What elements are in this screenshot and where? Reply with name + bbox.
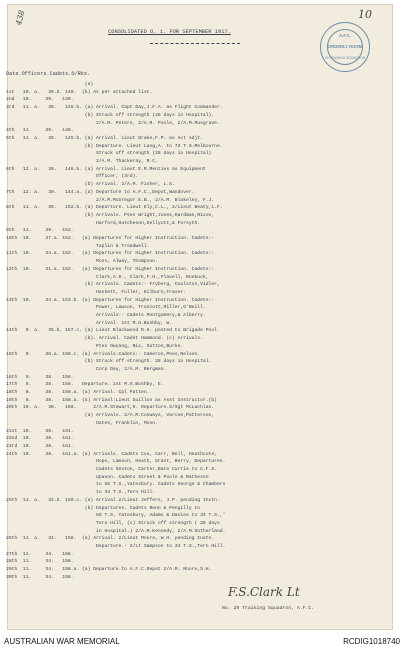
- entry-line: 14th 9. a. 35.b. 157.c. (a) Lieut Blackwood R.H. posted to Brigade Pool: [6, 328, 217, 334]
- entry-line: 8th 11. a. 39. 152.b. (a) Departure. Lieut Ely,C.L., 2/Lieut Beaty,L.F.: [6, 205, 223, 211]
- entry-line: 11th 10. 34.a. 152. (a) Departures for Higher Instruction. Cadets:-: [6, 251, 215, 257]
- entry-line: 7th 12. a. 39. 144.a. (a) Departure to A.F.C.,Depot,Wandover.: [6, 189, 195, 195]
- entry-line: 20th 10. a. 38. 158. 2/A.M.Stewart,H. Departure.S/Sgt McLachlan.: [6, 405, 215, 411]
- entry-line: 2/A.M. Thackeray, R.C.: [6, 159, 158, 164]
- title-underline: [150, 43, 240, 44]
- document-title: CONSOLIDATED O. 1. FOR SEPTEMBER 1917.: [108, 29, 231, 35]
- stamp-bottom-text: 29 TRAINING SQUADRON: [324, 56, 366, 60]
- entry-line: 17th 9. 38. 158. Departure. 1st M.O.Bushby, E.: [6, 382, 164, 388]
- entry-line: 2/A.M.McGregor E.B., 2/A.M. Blakeley, F.J.: [6, 197, 215, 203]
- entry-line: Arrivals:- Cadets Montgomery,& Alberry.: [6, 313, 206, 318]
- entry-line: 30th 11. 34. 158.: [6, 574, 74, 580]
- page-number-handwritten: 10: [358, 8, 372, 21]
- entry-line: (a): [6, 82, 94, 87]
- entry-line: 3rd 11. a. 39. 146.b. (a) Arrival. Capt Day,J.F.A. as Flight Commander.: [6, 105, 223, 111]
- column-headings: Date.Officers.Cadets.O/Rks.: [6, 71, 91, 77]
- entry-line: Hope, Lamson, Heath, Grant, Berry, Departures.: [6, 459, 226, 465]
- entry-line: (b) Struck off strength. 28 days in Hospital.: [6, 359, 212, 365]
- entry-line: 24th 10. 38. 161.a. (a) Arrivals. Cadets Cox, Carr, Bell, Heathcote,: [6, 451, 217, 457]
- entry-line: Tern Hill, (c) Struck off strength ( 28 days: [6, 520, 220, 526]
- entry-line: 12th 10. 31.a. 152. (a) Departures for Higher Instruction. Cadets:-: [6, 266, 215, 272]
- entry-line: 19th 8. 38. 158.a. (a) Arrival:Lieut Guillon as Asst Instructor.(b): [6, 397, 217, 403]
- signature-caption: No. 29 Training Squadron, A.F.C.: [222, 606, 315, 611]
- archive-footer: [0, 631, 406, 654]
- entry-line: (b) Departures. Cadets Renn & Pengilly to: [6, 505, 201, 511]
- entry-line: (b) Departure. Lieut Lang,A. to 73 T.S.Melbourne.: [6, 143, 223, 149]
- entry-line: (b) Struck off strength (28 days in Hospital).: [6, 112, 215, 118]
- entry-line: 5th 11. a. 39. 145.b. (a) Arrival. Lieut Drake,F.P. as Act Adjt.: [6, 135, 203, 141]
- entry-line: 27th 11. 34. 158.: [6, 551, 74, 557]
- entry-line: 23rd 10. 38. 161.: [6, 443, 74, 449]
- entry-line: 13th 10. 34.a. 153.b. (a) Departures for Higher Instruction. Cadets:-: [6, 297, 215, 303]
- stamp-middle-text: ORDERLY ROOM: [327, 44, 363, 49]
- entry-line: (a) Arrivals. 2/A.M.Conways, Varcoe,Patterson,: [6, 413, 215, 419]
- entry-line: 28th 11. 34. 158.: [6, 559, 74, 565]
- entry-line: Haskett, Fuller, Kilburn,Fraser.: [6, 289, 187, 295]
- entry-line: (b) Arrival. 2/A.M. Fisher, L.S.: [6, 182, 175, 188]
- entry-line: Power, Lawson, Truscott,Miller,O'Neill.: [6, 305, 206, 311]
- entry-line: Ptes Owyang, Nix, Sutton,Burke.: [6, 343, 184, 349]
- entry-line: 21st 10. 38. 161.: [6, 428, 74, 434]
- entry-line: 16th 9. 38. 158.: [6, 374, 74, 380]
- entry-line: Clark,A.D., Clark,F.H.,Flavell, Roebuck,: [6, 274, 209, 280]
- entry-line: 26th 11. a. 34. 158. (a) Arrival. 2/Lieut Moore, W.H. pending Instn.: [6, 536, 215, 542]
- entry-line: 25th 11. a. 34.b. 159.c. (a) Arrival.2/Lieut Jeffers, J.P. pending Instn.: [6, 497, 220, 503]
- entry-line: Departure.- 2/Lt Sampson to 34 T.S.,Tern Hill.: [6, 544, 226, 549]
- entry-line: (b) Arrivals. Cadets:- Fryberg, Coulston,Vidler,: [6, 282, 220, 288]
- entry-line: Officer, (3rd).: [6, 174, 139, 180]
- entry-line: 6th 12. a. 39. 146.b. (a) Arrival. Lieut E.R.Menzies as Equipment: [6, 166, 206, 172]
- entry-line: to 34 T.S.,Tern Hill.: [6, 490, 156, 496]
- entry-line: Arrival. 1st M.O.Bushby, W.: [6, 320, 172, 326]
- entry-line: (b) Arrivals. Ptes Wright,Jones,Hardman,Nixon,: [6, 212, 215, 218]
- entry-line: Harford,Hutcheson,Gellyott,& Forsyth.: [6, 220, 201, 226]
- entry-line: 29th 11. 34. 158.a. (a) Departure.to A.F.C.Depot 2/A.M. Moore,S.H.: [6, 567, 212, 573]
- stamp-top-text: A.F.C.: [339, 33, 351, 38]
- entry-line: 9th 11. 39. 152.: [6, 228, 74, 234]
- entry-line: Oates, Franklin, Moon.: [6, 420, 158, 426]
- entry-line: Taplin & Treadwell.: [6, 243, 150, 249]
- entry-line: Upavon. Cadets Street & Poole & Matheson: [6, 474, 209, 480]
- orderly-room-stamp: [320, 22, 370, 72]
- entry-line: 2nd 10. 39. 149.: [6, 97, 74, 103]
- entry-line: Moss, Alway, Thompson.: [6, 259, 158, 265]
- entry-line: to 56 T.S.,Yatesbury. Cadets George & Chambers: [6, 482, 226, 488]
- entry-line: 22nd 10. 38. 161.: [6, 436, 74, 442]
- entry-line: in Hospital.) 2/A.M.Kennedy, 2/A.M.Sutherland.: [6, 528, 226, 534]
- folio-handwritten: 438: [14, 9, 27, 27]
- entry-line: 56 T.S. Yatesbury, Adams & Davies to 34 T.S.,': [6, 513, 226, 519]
- entry-line: (b). Arrival. Cadet Hammond. (c) Arrivals.: [6, 336, 203, 342]
- entry-line: Cadets Sexton, Carter,Bate Currie to C.F.S.: [6, 467, 217, 472]
- entry-line: 1st 10. a. 39.b. 149. (b) As per attached list.: [6, 89, 153, 95]
- entry-line: 18th 8. 38. 158.a. (a) Arrival. Cpl Patten.: [6, 390, 150, 395]
- footer-right-text: RCDIG1018740: [343, 637, 400, 646]
- entry-line: Corp Day, 2/A.M. Bergman.: [6, 366, 167, 372]
- entry-line: 4th 11. 39. 146.: [6, 128, 74, 134]
- entry-line: 15th 9. 36.a. 158.c. (a) Arrivals.Cadets:- Cameron,Pees,Nelson.: [6, 351, 201, 357]
- signature: F.S.Clark Lt: [228, 585, 300, 599]
- entry-line: 2/A.M. Peters, 2/A.M. Poole, 2/A.M.Musgrave.: [6, 120, 220, 126]
- entry-line: 10th 10. 37.a. 152. (a) Departures for Higher Instruction. Cadets:-: [6, 236, 215, 241]
- entry-line: Struck off strength (28 days in Hospital): [6, 151, 212, 157]
- footer-left-text: AUSTRALIAN WAR MEMORIAL: [4, 637, 120, 646]
